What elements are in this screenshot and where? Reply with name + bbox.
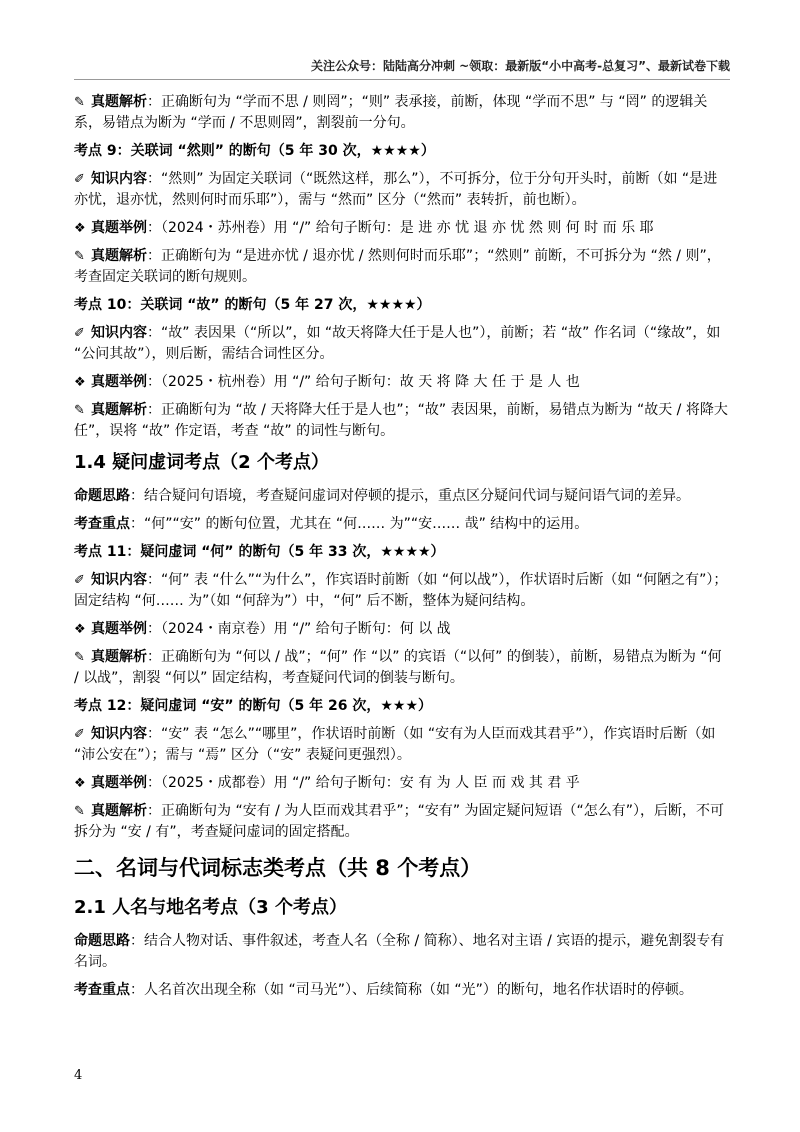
paragraph (74, 372, 730, 393)
pen-icon: ✐ (74, 573, 85, 588)
paragraph-text: ：正确断句为 “学而不思 / 则罔”；“则” 表承接，前断，体现 “学而不思” 与 “罔” 的逻辑关系，易错点为断为 “学而 / 不思则罔”，割裂前一分句。 (74, 94, 708, 131)
kaodian-heading: 考点 9：关联词 “然则” 的断句（5 年 30 次，★★★★） (74, 143, 435, 159)
header-divider (74, 79, 730, 80)
paragraph-label: 考查重点 (74, 516, 130, 532)
paragraph-text: ：“安” 表 “怎么”“哪里”，作状语时前断（如 “安有为人臣而戏其君乎”），作宾语时后断（如 “沛公安在”）；需与 “焉” 区分（“安” 表疑问更强烈）。 (74, 726, 716, 763)
section-heading: 二、名词与代词标志类考点（共 8 个考点） (74, 856, 482, 880)
paragraph-text: ：结合疑问句语境，考查疑问虚词对停顿的提示，重点区分疑问代词与疑问语气词的差异。 (130, 488, 690, 504)
paragraph (74, 724, 730, 766)
paragraph (74, 169, 730, 211)
paragraph-text: ：人名首次出现全称（如 “司马光”）、后续简称（如 “光”）的断句，地名作状语时的停顿。 (130, 982, 693, 998)
paragraph-label: 知识内容 (91, 325, 147, 341)
paragraph-text: ：“故” 表因果（“所以”，如 “故天将降大任于是人也”），前断；若 “故” 作名词（“缘故”，如 “公问其故”），则后断，需结合词性区分。 (74, 325, 721, 362)
paragraph-text: ：“然则” 为固定关联词（“既然这样，那么”），不可拆分，位于分句开头时，前断（如 “是进亦忧，退亦忧，然则何时而乐耶”），需与 “然而” 区分（“然而” 表转折，前也断）。 (74, 171, 718, 208)
paragraph (74, 92, 730, 134)
paragraph-text: ：结合人物对话、事件叙述，考查人名（全称 / 简称）、地名对主语 / 宾语的提示，避免割裂专有名词。 (74, 933, 725, 970)
paragraph (74, 773, 730, 794)
paragraph (74, 980, 730, 1001)
paragraph-label: 知识内容 (91, 171, 147, 187)
paragraph-label: 知识内容 (91, 572, 147, 588)
pencil-icon: ✎ (74, 403, 85, 418)
subsection-heading: 1.4 疑问虚词考点（2 个考点） (74, 452, 329, 473)
paragraph-label: 真题举例 (91, 374, 147, 390)
paragraph-text: ：“何” 表 “什么”“为什么”，作宾语时前断（如 “何以战”），作状语时后断（如 “何陋之有”）；固定结构 “何…… 为”（如 “何辞为”）中，“何” 后不断，整体为疑问结构。 (74, 572, 728, 609)
pencil-icon: ✎ (74, 650, 85, 665)
pen-icon: ✐ (74, 326, 85, 341)
paragraph-text: ：正确断句为 “故 / 天将降大任于是人也”；“故” 表因果，前断，易错点为断为 “故天 / 将降大任”，误将 “故” 作定语，考查 “故” 的词性与断句。 (74, 402, 728, 439)
paragraph (74, 514, 730, 535)
paragraph-text: ：（2025・杭州卷）用 “/” 给句子断句：故 天 将 降 大 任 于 是 人 也 (147, 374, 580, 390)
paragraph-text: ：正确断句为 “安有 / 为人臣而戏其君乎”；“安有” 为固定疑问短语（“怎么有”），后断，不可拆分为 “安 / 有”，考查疑问虚词的固定搭配。 (74, 803, 725, 840)
paragraph (74, 400, 730, 442)
paragraph (74, 486, 730, 507)
paragraph-label: 真题解析 (91, 248, 147, 264)
page-header: 关注公众号：陆陆高分冲刺 ~领取：最新版“小中高考-总复习”、最新试卷下载 (311, 59, 730, 73)
pencil-icon: ✎ (74, 95, 85, 110)
paragraph-label: 真题解析 (91, 803, 147, 819)
diamond-bullet-icon: ❖ (74, 375, 86, 390)
pencil-icon: ✎ (74, 249, 85, 264)
paragraph-text: ：正确断句为 “何以 / 战”；“何” 作 “以” 的宾语（“以何” 的倒装），前断，易错点为断为 “何 / 以战”，割裂 “何以” 固定结构，考查疑问代词的倒装与断句。 (74, 649, 722, 686)
paragraph-label: 知识内容 (91, 726, 147, 742)
paragraph (74, 218, 730, 239)
paragraph (74, 647, 730, 689)
kaodian-heading: 考点 10：关联词 “故” 的断句（5 年 27 次，★★★★） (74, 297, 431, 313)
pen-icon: ✐ (74, 727, 85, 742)
paragraph-label: 真题解析 (91, 649, 147, 665)
paragraph-label: 命题思路 (74, 933, 130, 949)
paragraph (74, 619, 730, 640)
kaodian-heading: 考点 11：疑问虚词 “何” 的断句（5 年 33 次，★★★★） (74, 544, 445, 560)
paragraph-text: ：（2024・南京卷）用 “/” 给句子断句：何 以 战 (147, 621, 451, 637)
pen-icon: ✐ (74, 172, 85, 187)
pencil-icon: ✎ (74, 804, 85, 819)
paragraph-text: ：正确断句为 “是进亦忧 / 退亦忧 / 然则何时而乐耶”；“然则” 前断，不可拆分为 “然 / 则”，考查固定关联词的断句规则。 (74, 248, 721, 285)
paragraph-text: ：“何”“安” 的断句位置，尤其在 “何…… 为”“安…… 哉” 结构中的运用。 (130, 516, 589, 532)
diamond-bullet-icon: ❖ (74, 776, 86, 791)
paragraph-label: 真题举例 (91, 775, 147, 791)
diamond-bullet-icon: ❖ (74, 622, 86, 637)
paragraph-text: ：（2024・苏州卷）用 “/” 给句子断句：是 进 亦 忧 退 亦 忧 然 则 何 时 而 乐 耶 (147, 220, 654, 236)
paragraph-label: 真题解析 (91, 402, 147, 418)
paragraph-label: 考查重点 (74, 982, 130, 998)
paragraph-label: 真题举例 (91, 220, 147, 236)
page-number: 4 (74, 1068, 83, 1083)
paragraph (74, 323, 730, 365)
paragraph (74, 570, 730, 612)
paragraph-label: 真题举例 (91, 621, 147, 637)
paragraph (74, 246, 730, 288)
subsection-heading: 2.1 人名与地名考点（3 个考点） (74, 897, 347, 918)
diamond-bullet-icon: ❖ (74, 221, 86, 236)
paragraph-label: 真题解析 (91, 94, 147, 110)
paragraph-text: ：（2025・成都卷）用 “/” 给句子断句：安 有 为 人 臣 而 戏 其 君 乎 (147, 775, 580, 791)
paragraph (74, 801, 730, 843)
kaodian-heading: 考点 12：疑问虚词 “安” 的断句（5 年 26 次，★★★） (74, 698, 433, 714)
document-body (74, 92, 730, 1008)
paragraph (74, 931, 730, 973)
paragraph-label: 命题思路 (74, 488, 130, 504)
document-page (74, 0, 730, 1132)
